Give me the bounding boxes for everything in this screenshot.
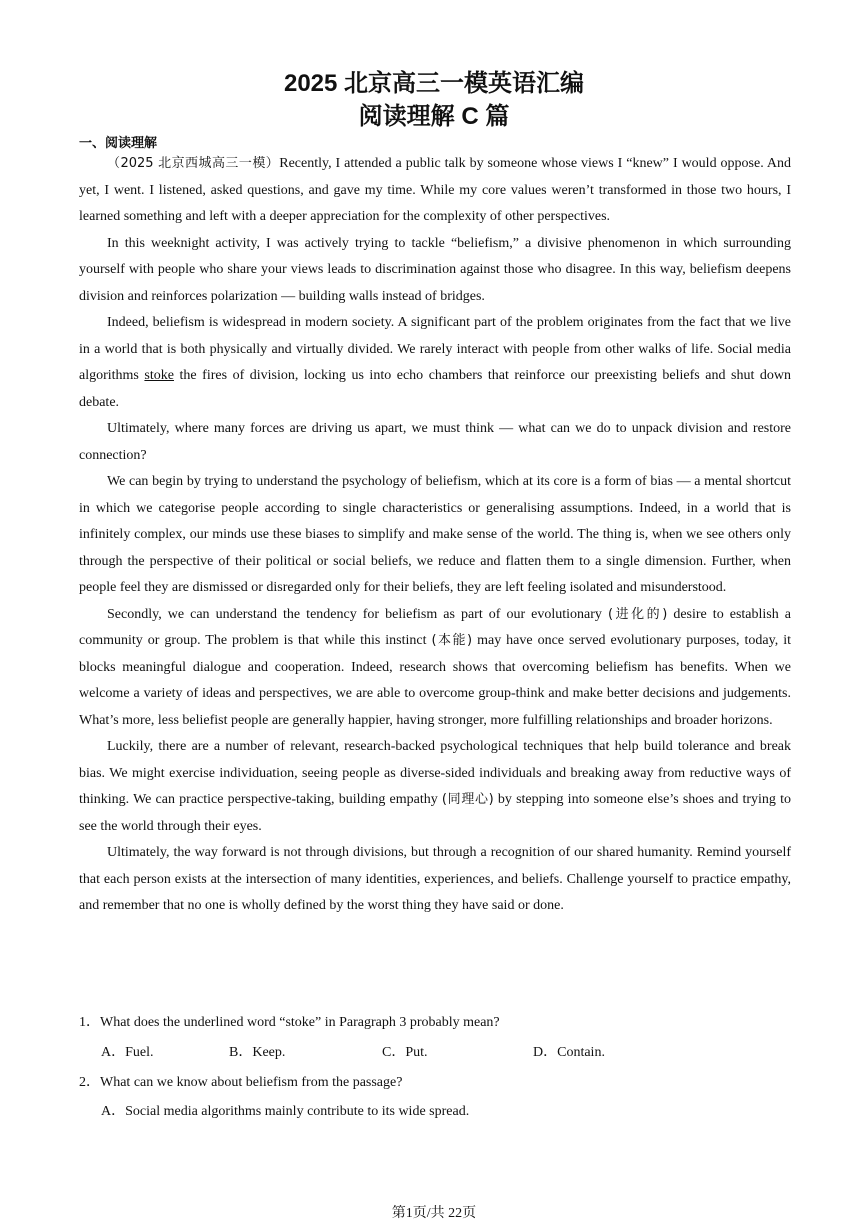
paragraph-3 bbox=[79, 310, 791, 416]
paragraph-7-text-b: by stepping into someone else’s shoes and trying to see the world through their eyes. bbox=[79, 792, 791, 834]
question-2-text: What can we know about beliefism from the passage? bbox=[100, 1075, 403, 1090]
question-1-option-c[interactable]: C．Put. bbox=[382, 1045, 428, 1060]
paragraph-3-text-b: the fires of division, locking us into echo chambers that reinforce our preexisting beliefs and shut down debate. bbox=[79, 368, 791, 410]
section-heading: 一、阅读理解 bbox=[79, 136, 158, 151]
paragraph-3-text-a: Indeed, beliefism is widespread in modern society. A significant part of the problem originates from the fact that we live in a world that is both physically and virtually divided. We rarely interact with people from other walks of life. Social media algorithms bbox=[79, 315, 791, 383]
question-1-text: What does the underlined word “stoke” in Paragraph 3 probably mean? bbox=[100, 1015, 500, 1030]
paragraph-1 bbox=[79, 151, 791, 231]
document-title: 2025 北京高三一模英语汇编 bbox=[283, 70, 585, 97]
question-2-number: 2． bbox=[79, 1075, 100, 1090]
question-1-option-a[interactable]: A．Fuel. bbox=[101, 1045, 154, 1060]
paragraph-7-text-a: Luckily, there are a number of relevant, research-backed psychological techniques that help build tolerance and break bias. We might exercise individuation, seeing people as diverse-sided individuals and breaking away from reductive ways of thinking. We can practice perspective-taking, building empathy bbox=[79, 739, 791, 807]
paragraph-6-text-b: desire to establish a community or group. The problem is that while this instinct bbox=[79, 606, 791, 648]
gloss-instinct: (本能) bbox=[431, 633, 473, 648]
paragraph-6-text-a: Secondly, we can understand the tendency for beliefism as part of our evolutionary bbox=[107, 606, 608, 622]
question-2 bbox=[79, 1070, 791, 1096]
passage-source: （2025 北京西城高三一模） bbox=[107, 156, 280, 171]
paragraph-6-text-c: may have once served evolutionary purposes, today, it blocks meaningful dialogue and cooperation. Indeed, research shows that overcoming beliefism has benefits. When we welcome a variety of ideas and perspectives, we are able to overcome group-think and make better decisions and judgements. What’s more, less beliefist people are generally happier, having stronger, more fulfilling relationships and broader horizons. bbox=[79, 633, 791, 728]
gloss-empathy: (同理心) bbox=[441, 792, 494, 807]
paragraph-8: Ultimately, the way forward is not through divisions, but through a recognition of our shared humanity. Remind yourself that each person exists at the intersection of many identities, experiences, and beliefs. Challenge yourself to practice empathy, and remember that no one is wholly defined by the worst thing they have said or done. bbox=[79, 845, 791, 913]
question-1 bbox=[79, 1010, 791, 1036]
gloss-evolutionary: (进化的) bbox=[607, 606, 668, 622]
question-1-number: 1． bbox=[79, 1015, 100, 1030]
reading-passage bbox=[79, 151, 791, 920]
paragraph-4: Ultimately, where many forces are driving us apart, we must think — what can we do to unpack division and restore connection? bbox=[79, 421, 791, 463]
question-1-option-b[interactable]: B．Keep. bbox=[229, 1045, 286, 1060]
question-2-options bbox=[101, 1099, 791, 1125]
underlined-word-stoke: stoke bbox=[144, 368, 174, 383]
paragraph-1-text: Recently, I attended a public talk by someone whose views I “knew” I would oppose. And yet, I went. I listened, asked questions, and gave my time. While my core values weren’t transformed in those two hours, I learned something and left with a deeper appreciation for the complexity of other perspectives. bbox=[79, 156, 791, 224]
paragraph-5: We can begin by trying to understand the psychology of beliefism, which at its core is a form of bias — a mental shortcut in which we categorise people according to single characteristics or generalising assumptions. Indeed, in a world that is infinitely complex, our minds use these biases to simplify and make sense of the world. The thing is, when we see others only through the perspective of their political or social beliefs, we reduce and flatten them to a single dimension. Further, when people feel they are dismissed or disregarded only for their beliefs, they are left feeling isolated and misunderstood. bbox=[79, 474, 791, 595]
paragraph-6 bbox=[79, 602, 791, 735]
question-2-option-a[interactable]: A．Social media algorithms mainly contribute to its wide spread. bbox=[101, 1104, 470, 1119]
page-number: 第1页/共 22页 bbox=[391, 1206, 477, 1221]
document-subtitle: 阅读理解 C 篇 bbox=[358, 103, 510, 130]
paragraph-2: In this weeknight activity, I was actively trying to tackle “beliefism,” a divisive phenomenon in which surrounding yourself with people who share your views leads to discrimination against those who disagree. In this way, beliefism deepens division and reinforces polarization — building walls instead of bridges. bbox=[79, 235, 791, 304]
question-1-options bbox=[101, 1040, 791, 1066]
paragraph-7 bbox=[79, 734, 791, 840]
question-1-option-d[interactable]: D．Contain. bbox=[533, 1045, 605, 1060]
